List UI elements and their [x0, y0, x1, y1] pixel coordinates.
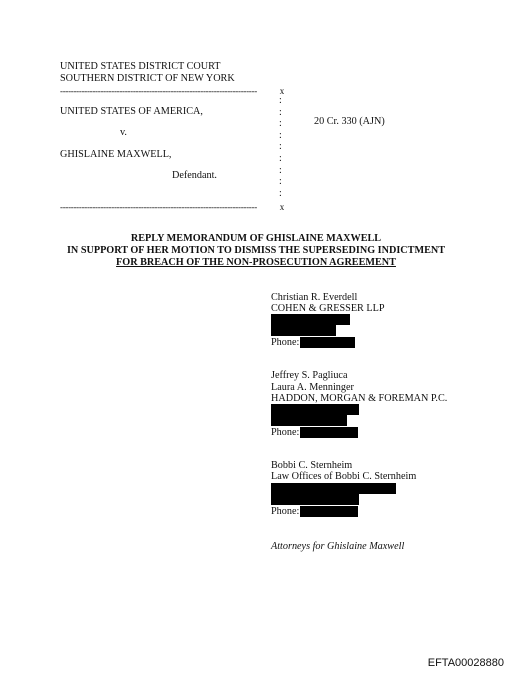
- caption-divider-top: ------------------------------------------------------------------------- x: [60, 86, 284, 96]
- versus-label: v.: [120, 127, 127, 138]
- redaction-box: [300, 506, 358, 517]
- redaction-box: [271, 494, 359, 505]
- counsel-2-phone-label: Phone:: [271, 427, 300, 438]
- plaintiff-name: UNITED STATES OF AMERICA,: [60, 106, 203, 117]
- defendant-role: Defendant.: [172, 170, 217, 181]
- redaction-box: [271, 483, 396, 494]
- counsel-2-firm: HADDON, MORGAN & FOREMAN P.C.: [271, 393, 448, 404]
- defendant-name: GHISLAINE MAXWELL,: [60, 149, 172, 160]
- counsel-1-phone-label: Phone:: [271, 337, 300, 348]
- counsel-1-name: Christian R. Everdell: [271, 292, 358, 303]
- document-title-line3: FOR BREACH OF THE NON-PROSECUTION AGREEMENT: [116, 257, 396, 268]
- redaction-box: [271, 404, 359, 415]
- document-title-line1: REPLY MEMORANDUM OF GHISLAINE MAXWELL: [130, 233, 382, 244]
- redaction-box: [271, 325, 336, 336]
- caption-divider-bottom: ------------------------------------------------------------------------- x: [60, 202, 284, 212]
- court-name: UNITED STATES DISTRICT COURT: [60, 61, 221, 72]
- counsel-2-name-2: Laura A. Menninger: [271, 382, 354, 393]
- caption-colon-column: : : : : : : : : :: [279, 95, 282, 199]
- document-title-line2: IN SUPPORT OF HER MOTION TO DISMISS THE SUPERSEDING INDICTMENT: [66, 245, 446, 256]
- case-number: 20 Cr. 330 (AJN): [314, 116, 385, 127]
- redaction-box: [300, 427, 358, 438]
- court-district: SOUTHERN DISTRICT OF NEW YORK: [60, 73, 235, 84]
- redaction-box: [300, 337, 355, 348]
- redaction-box: [271, 415, 347, 426]
- counsel-1-firm: COHEN & GRESSER LLP: [271, 303, 385, 314]
- redaction-box: [271, 314, 350, 325]
- counsel-3-name: Bobbi C. Sternheim: [271, 460, 353, 471]
- counsel-3-phone-label: Phone:: [271, 506, 300, 517]
- document-id: EFTA00028880: [427, 657, 504, 669]
- counsel-2-name-1: Jeffrey S. Pagliuca: [271, 370, 348, 381]
- counsel-3-firm: Law Offices of Bobbi C. Sternheim: [271, 471, 417, 482]
- attorneys-for-line: Attorneys for Ghislaine Maxwell: [271, 541, 405, 552]
